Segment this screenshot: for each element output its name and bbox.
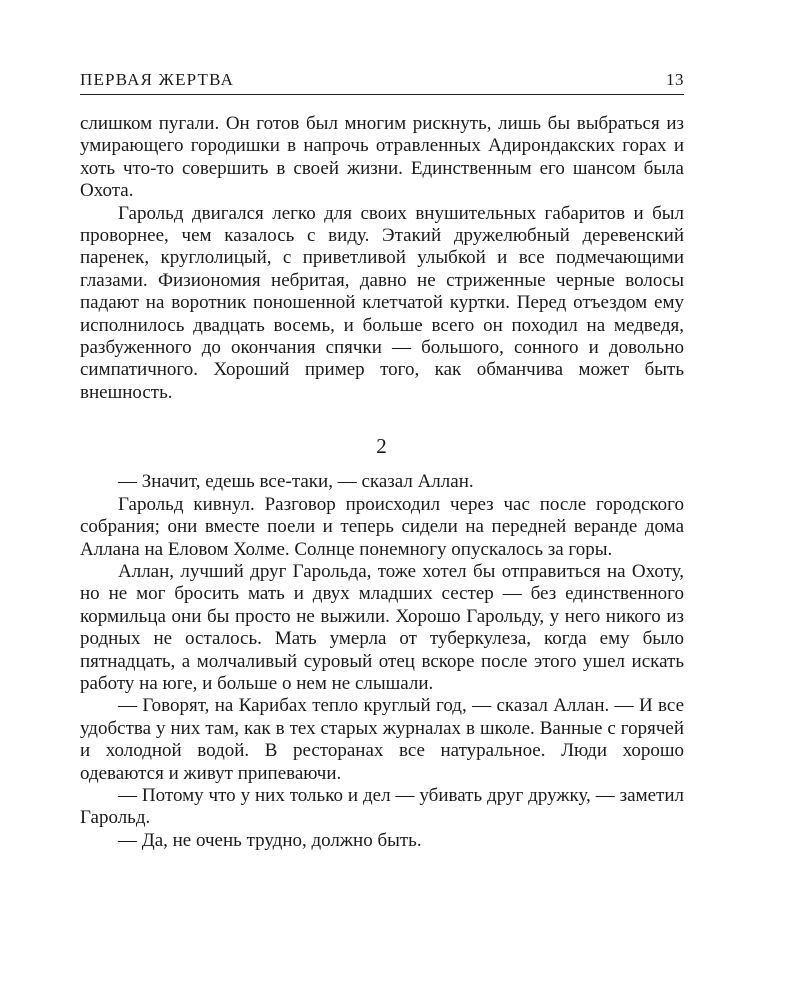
running-title: ПЕРВАЯ ЖЕРТВА: [80, 70, 235, 89]
section-2-text: [80, 471, 684, 852]
book-page: [80, 70, 684, 852]
paragraph: — Да, не очень трудно, должно быть.: [118, 829, 422, 851]
paragraph: — Говорят, на Карибах тепло круглый год, — сказал Аллан. — И все удобства у них там, как в тех старых журналах в школе. Ванные с горячей и холодной водой. В ресторанах все натуральное. Люди хорошо одеваются и живут припеваючи.: [80, 695, 684, 784]
paragraph: — Потому что у них только и дел — убивать друг дружку, — заметил Гарольд.: [80, 784, 684, 829]
paragraph: Гарольд двигался легко для своих внушительных габаритов и был проворнее, чем казалось с виду. Этакий дружелюбный деревенский паренек, круглолицый, с приветливой улыбкой и все подмечающими глазами. Физиономия небритая, давно не стриженные черные волосы падают на воротник поношенной клетчатой куртки. Перед отъездом ему исполнилось двадцать восемь, и больше всего он походил на медведя, разбуженного до окончания спячки — большого, сонного и довольно симпатичного. Хороший пример того, как обманчива может быть внешность.: [80, 202, 684, 403]
page-number: 13: [666, 70, 684, 89]
paragraph: Аллан, лучший друг Гарольда, тоже хотел бы отправиться на Охоту, но не мог бросить мать и двух младших сестер — без единственного кормильца они бы просто не выжили. Хорошо Гарольду, у него никого из родных не осталось. Мать умерла от туберкулеза, когда ему было пятнадцать, а молчаливый суровый отец вскоре после этого ушел искать работу на юге, и больше о нем не слышали.: [80, 560, 684, 694]
paragraph: — Значит, едешь все-таки, — сказал Аллан.: [118, 471, 474, 493]
paragraph: слишком пугали. Он готов был многим рискнуть, лишь бы выбраться из умирающего городишки в напрочь отравленных Адирондакских горах и хоть что-то совершить в своей жизни. Единственным его шансом была Охота.: [80, 113, 684, 202]
section-1-text: [80, 113, 684, 404]
chapter-number: 2: [376, 434, 388, 459]
paragraph: Гарольд кивнул. Разговор происходил через час после городского собрания; они вместе поели и теперь сидели на передней веранде дома Аллана на Еловом Холме. Солнце понемногу опускалось за горы.: [80, 493, 684, 560]
running-header: [80, 70, 684, 95]
